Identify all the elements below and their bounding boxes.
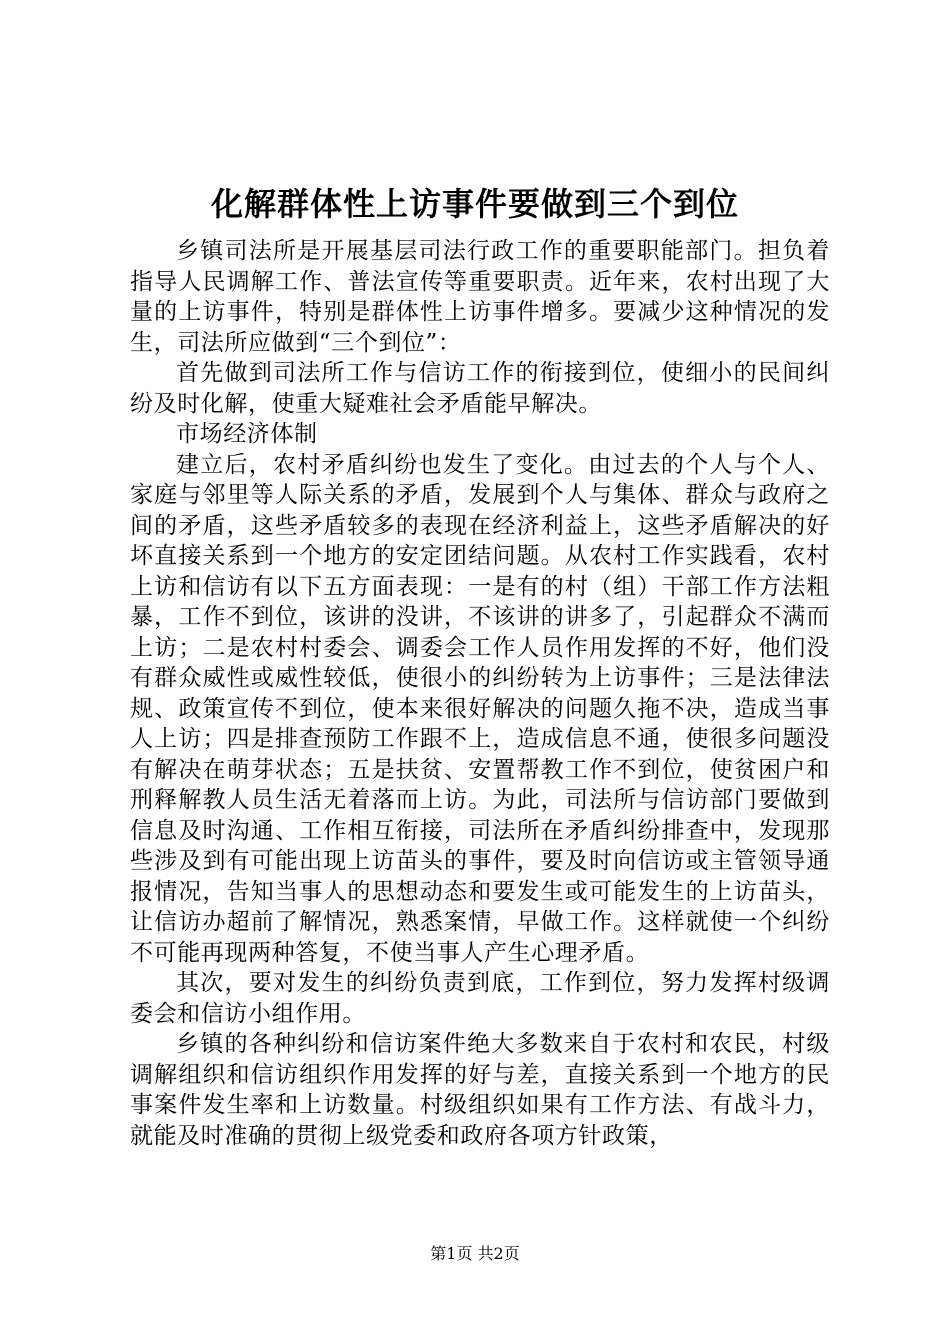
paragraph-market-economy: 市场经济体制 bbox=[176, 421, 318, 447]
document-title: 化解群体性上访事件要做到三个到位 bbox=[210, 185, 739, 223]
paragraph-rural-conflicts: 建立后，农村矛盾纠纷也发生了变化。由过去的个人与个人、家庭与邻里等人际关系的矛盾，发展到个人与集体、群众与政府之间的矛盾，这些矛盾较多的表现在经济利益上，这些矛盾解决的好坏直接关系到一个地方的安定团结问题。从农村工作实践看，农村上访和信访有以下五方面表现：一是有的村（组）干部工作方法粗暴，工作不到位，该讲的没讲，不该讲的讲多了，引起群众不满而上访；二是农村村委会、调委会工作人员作用发挥的不好，他们没有群众威性或威性较低，使很小的纠纷转为上访事件；三是法律法规、政策宣传不到位，使本来很好解决的问题久拖不决，造成当事人上访；四是排查预防工作跟不上，造成信息不通，使很多问题没有解决在萌芽状态；五是扶贫、安置帮教工作不到位，使贫困户和刑释解教人员生活无着落而上访。为此，司法所与信访部门要做到信息及时沟通、工作相互衔接，司法所在矛盾纠纷排查中，发现那些涉及到有可能出现上访苗头的事件，要及时向信访或主管领导通报情况，告知当事人的思想动态和要发生或可能发生的上访苗头，让信访办超前了解情况，熟悉案情，早做工作。这样就使一个纠纷不可能再现两种答复，不使当事人产生心理矛盾。 bbox=[130, 451, 830, 966]
paragraph-village-organizations: 乡镇的各种纠纷和信访案件绝大多数来自于农村和农民，村级调解组织和信访组织作用发挥的好与差，直接关系到一个地方的民事案件发生率和上访数量。村级组织如果有工作方法、有战斗力，就能及时准确的贯彻上级党委和政府各项方针政策， bbox=[130, 1031, 830, 1149]
paragraph-first-point: 首先做到司法所工作与信访工作的衔接到位，使细小的民间纠纷及时化解，使重大疑难社会矛盾能早解决。 bbox=[130, 360, 830, 417]
paragraph-intro: 乡镇司法所是开展基层司法行政工作的重要职能部门。担负着指导人民调解工作、普法宣传等重要职责。近年来，农村出现了大量的上访事件，特别是群体性上访事件增多。要减少这种情况的发生，司法所应做到“三个到位”： bbox=[130, 238, 830, 356]
paragraph-second-point: 其次，要对发生的纠纷负责到底，工作到位，努力发挥村级调委会和信访小组作用。 bbox=[130, 970, 830, 1027]
page-number-footer: 第1页 共2页 bbox=[430, 1244, 520, 1263]
document-body bbox=[130, 236, 830, 1151]
